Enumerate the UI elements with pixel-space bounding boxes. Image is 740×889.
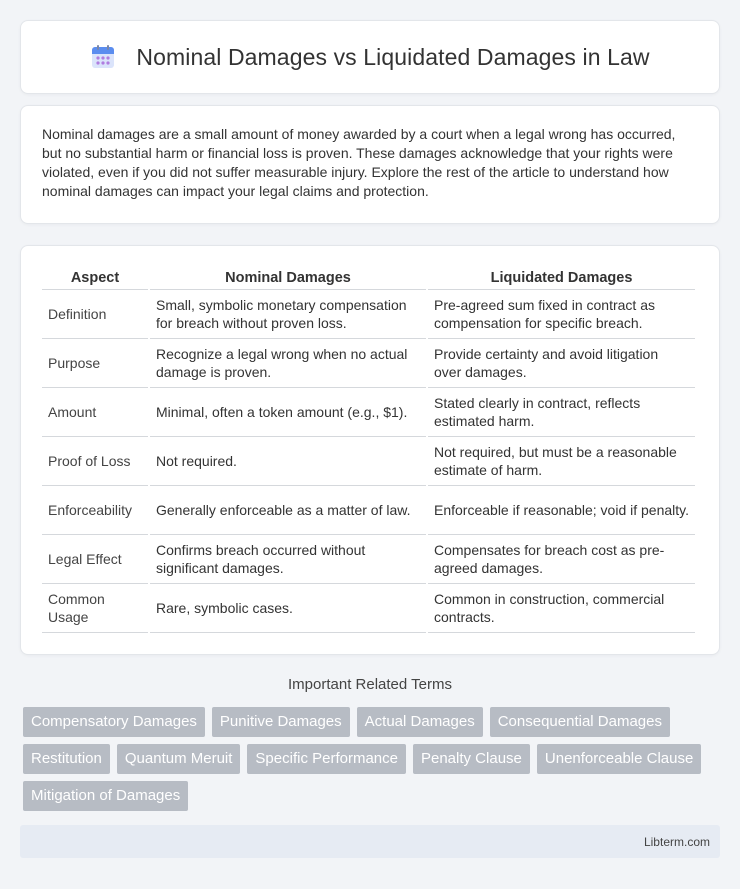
cell-liquidated: Enforceable if reasonable; void if penalty. [428, 486, 695, 535]
cell-liquidated: Provide certainty and avoid litigation over damages. [428, 339, 695, 388]
cell-liquidated: Stated clearly in contract, reflects estimated harm. [428, 388, 695, 437]
column-header-nominal: Nominal Damages [150, 264, 426, 290]
related-term-tag[interactable]: Consequential Damages [490, 707, 670, 737]
cell-liquidated: Common in construction, commercial contracts. [428, 584, 695, 633]
cell-nominal: Rare, symbolic cases. [150, 584, 426, 633]
related-terms-list [23, 707, 723, 811]
related-term-tag[interactable]: Specific Performance [247, 744, 406, 774]
cell-nominal: Minimal, often a token amount (e.g., $1). [150, 388, 426, 437]
cell-aspect: Enforceability [42, 486, 148, 535]
table-row [42, 584, 695, 633]
cell-aspect: Legal Effect [42, 535, 148, 584]
cell-aspect: Amount [42, 388, 148, 437]
cell-aspect: Purpose [42, 339, 148, 388]
comparison-table-card [20, 245, 720, 655]
cell-aspect: Definition [42, 290, 148, 339]
table-row [42, 388, 695, 437]
related-terms-title: Important Related Terms [288, 676, 452, 693]
column-header-liquidated: Liquidated Damages [428, 264, 695, 290]
cell-nominal: Confirms breach occurred without significant damages. [150, 535, 426, 584]
related-term-tag[interactable]: Punitive Damages [212, 707, 350, 737]
cell-nominal: Generally enforceable as a matter of law. [150, 486, 426, 535]
cell-nominal: Small, symbolic monetary compensation for breach without proven loss. [150, 290, 426, 339]
footer-site-link[interactable]: Libterm.com [643, 834, 710, 849]
intro-card [20, 105, 720, 224]
related-term-tag[interactable]: Actual Damages [357, 707, 483, 737]
cell-aspect: Common Usage [42, 584, 148, 633]
footer [20, 825, 720, 858]
table-header-row [42, 264, 695, 290]
table-row [42, 339, 695, 388]
related-term-tag[interactable]: Unenforceable Clause [537, 744, 701, 774]
cell-nominal: Recognize a legal wrong when no actual damage is proven. [150, 339, 426, 388]
header-card [20, 20, 720, 94]
related-term-tag[interactable]: Restitution [23, 744, 110, 774]
page-title: Nominal Damages vs Liquidated Damages in Law [136, 43, 650, 70]
intro-paragraph: Nominal damages are a small amount of money awarded by a court when a legal wrong has occurred, but no substantial harm or financial loss is proven. These damages acknowledge that your rights were violated, even if you did not suffer measurable injury. Explore the rest of the article to understand how nominal damages can impact your legal claims and protection. [42, 126, 676, 199]
related-term-tag[interactable]: Penalty Clause [413, 744, 530, 774]
cell-nominal: Not required. [150, 437, 426, 486]
cell-liquidated: Not required, but must be a reasonable estimate of harm. [428, 437, 695, 486]
table-row [42, 486, 695, 535]
table-row [42, 437, 695, 486]
related-term-tag[interactable]: Compensatory Damages [23, 707, 205, 737]
table-row [42, 535, 695, 584]
cell-liquidated: Compensates for breach cost as pre-agreed damages. [428, 535, 695, 584]
related-term-tag[interactable]: Mitigation of Damages [23, 781, 188, 811]
cell-aspect: Proof of Loss [42, 437, 148, 486]
comparison-table [40, 264, 697, 633]
calendar-icon [90, 44, 116, 70]
cell-liquidated: Pre-agreed sum fixed in contract as compensation for specific breach. [428, 290, 695, 339]
table-row [42, 290, 695, 339]
related-term-tag[interactable]: Quantum Meruit [117, 744, 241, 774]
column-header-aspect: Aspect [42, 264, 148, 290]
